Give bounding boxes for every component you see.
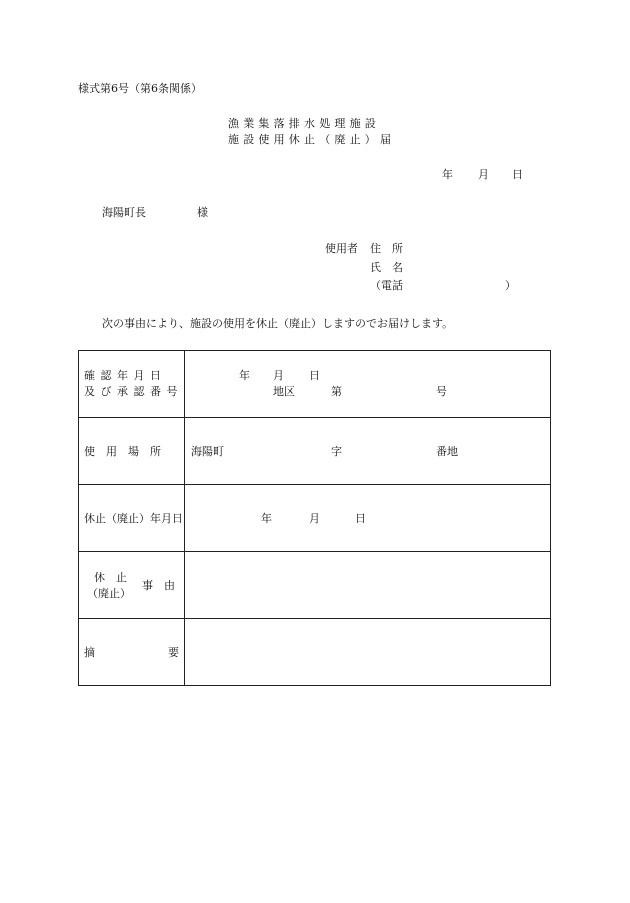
applicant-user-label: 使用者 — [325, 242, 358, 255]
confirmation-day-label: 日 — [309, 369, 320, 382]
label-reason-line2: （廃止） — [87, 587, 131, 600]
table-row-suspension-date — [79, 485, 551, 552]
row-label-reason — [79, 552, 185, 619]
title-line-2: 施設使用休止（廃止）届 — [228, 133, 396, 146]
row-label-suspension-date — [79, 485, 185, 552]
application-table — [78, 350, 551, 686]
field-remarks[interactable] — [185, 619, 551, 686]
field-location[interactable] — [185, 418, 551, 485]
date-year-label: 年 — [442, 168, 453, 181]
location-aza-label: 字 — [331, 445, 342, 458]
addressee-honorific: 様 — [197, 206, 208, 219]
location-town: 海陽町 — [191, 445, 224, 458]
label-reason-right: 事 由 — [142, 579, 175, 592]
form-number: 様式第6号（第6条関係） — [78, 82, 202, 95]
label-remarks-right: 要 — [168, 646, 179, 659]
title-line-1: 漁業集落排水処理施設 — [228, 117, 380, 130]
confirmation-year-label: 年 — [239, 369, 250, 382]
table-row-location — [79, 418, 551, 485]
applicant-phone-close: ） — [505, 279, 516, 292]
label-confirmation-line1: 確 認 年 月 日 — [84, 369, 162, 382]
field-suspension-date[interactable] — [185, 485, 551, 552]
approval-district-label: 地区 — [273, 385, 295, 398]
approval-go-label: 号 — [436, 385, 447, 398]
applicant-address-label: 住 所 — [370, 242, 403, 255]
row-label-remarks — [79, 619, 185, 686]
label-suspension-date: 休止（廃止）年月日 — [84, 512, 183, 525]
label-reason-line1: 休 止 — [94, 571, 127, 584]
label-remarks-left: 摘 — [84, 646, 95, 659]
label-location: 使 用 場 所 — [84, 445, 161, 458]
addressee-name: 海陽町長 — [102, 206, 146, 219]
approval-dai-label: 第 — [331, 385, 342, 398]
confirmation-month-label: 月 — [273, 369, 284, 382]
table-row-remarks — [79, 619, 551, 686]
suspension-day-label: 日 — [355, 512, 366, 525]
field-confirmation[interactable] — [185, 351, 551, 418]
date-day-label: 日 — [512, 168, 523, 181]
suspension-month-label: 月 — [309, 512, 320, 525]
table-row-reason — [79, 552, 551, 619]
row-label-location — [79, 418, 185, 485]
intro-sentence: 次の事由により、施設の使用を休止（廃止）しますのでお届けします。 — [102, 317, 454, 330]
date-month-label: 月 — [478, 168, 489, 181]
table-row-confirmation — [79, 351, 551, 418]
applicant-name-label: 氏 名 — [370, 261, 403, 274]
suspension-year-label: 年 — [261, 512, 272, 525]
label-confirmation-line2: 及 び 承 認 番 号 — [84, 385, 179, 398]
location-banchi-label: 番地 — [436, 445, 458, 458]
field-reason[interactable] — [185, 552, 551, 619]
applicant-phone-open: （電話 — [370, 279, 403, 292]
row-label-confirmation — [79, 351, 185, 418]
